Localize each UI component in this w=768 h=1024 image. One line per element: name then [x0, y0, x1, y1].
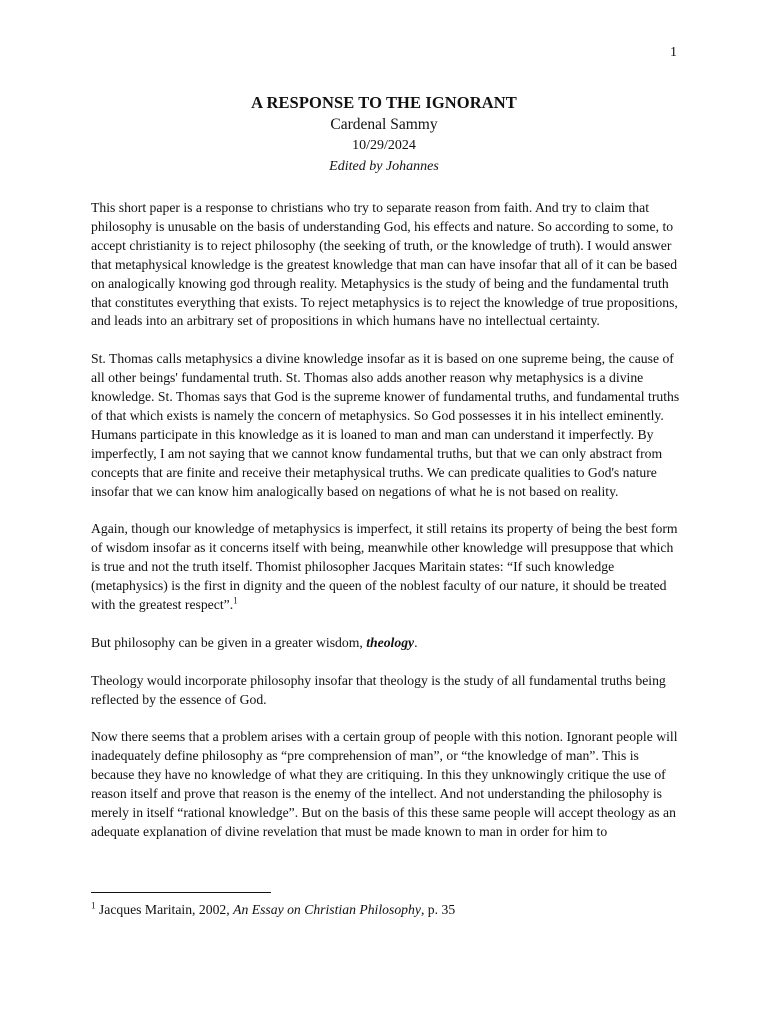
footnote-text: Jacques Maritain, 2002, [95, 902, 234, 917]
document-title: A RESPONSE TO THE IGNORANT [251, 93, 517, 112]
document-body [91, 199, 681, 861]
document-author: Cardenal Sammy [330, 116, 438, 133]
footnote-divider [91, 892, 271, 893]
paragraph-3 [91, 520, 681, 615]
paragraph-4-text: But philosophy can be given in a greater wisdom, [91, 634, 367, 650]
footnote-page: , p. 35 [420, 902, 456, 917]
paragraph-4 [91, 634, 681, 653]
paragraph-2: St. Thomas calls metaphysics a divine knowledge insofar as it is based on one supreme being, the cause of all other beings' fundamental truth. St. Thomas also adds another reason why metaphysics is a divine knowledge. St. Thomas says that God is the supreme knower of fundamental truths, and fundamental truths of that which exists is namely the concern of metaphysics. So God possesses it in his intellect eminently. Humans participate in this knowledge as it is loaned to man and man can understand it imperfectly. By imperfectly, I am not saying that we cannot know fundamental truths, but that we can only abstract from concepts that are finite and receive their metaphysical truths. We can predicate qualities to God's nature insofar that we can know him analogically based on negations of what he is not based on reality. [91, 351, 680, 499]
paragraph-6: Now there seems that a problem arises with a certain group of people with this notion. Ignorant people will inadequately define philosophy as “pre comprehension of man”, or “the knowledge of man”. This is because they have no knowledge of what they are critiquing. In this they unknowingly critique the use of reason itself and prove that reason is the enemy of the intellect. And not understanding the philosophy is merely in itself “rational knowledge”. But on the basis of this these same people will accept theology as an adequate explanation of divine revelation that must be made known to man in order for him to [91, 729, 678, 839]
paragraph-3-text: Again, though our knowledge of metaphysics is imperfect, it still retains its property of being the best form of wisdom insofar as it concerns itself with being, meanwhile other knowledge will presuppose that which is true and not the truth itself. Thomist philosopher Jacques Maritain states: “If such knowledge (metaphysics) is the first in dignity and the queen of the noblest faculty of our nature, it should be treated with the greatest respect”. [91, 521, 678, 612]
footnote-reference: 1 [233, 595, 238, 606]
document-header [0, 92, 768, 178]
paragraph-5: Theology would incorporate philosophy insofar that theology is the study of all fundamental truths being reflected by the essence of God. [91, 672, 666, 707]
document-editor: Edited by Johannes [329, 159, 439, 174]
page-number: 1 [670, 45, 677, 60]
paragraph-1: This short paper is a response to christians who try to separate reason from faith. And try to claim that philosophy is unusable on the basis of understanding God, his effects and nature. So according to some, to accept christianity is to reject philosophy (the seeking of truth, or the knowledge of truth). I would answer that metaphysical knowledge is the greatest knowledge that man can have insofar that all of it can be based on analogically knowing god through reality. Metaphysics is the study of being and the fundamental truth that constitutes everything that exists. To reject metaphysics is to reject the knowledge of true propositions, and leads into an arbitrary set of propositions in which humans have no intellectual certainty. [91, 200, 678, 329]
emphasis-theology: theology [366, 634, 415, 650]
footnote [91, 901, 455, 919]
document-date: 10/29/2024 [352, 138, 416, 153]
footnote-book-title: An Essay on Christian Philosophy [233, 902, 421, 917]
footnote-number: 1 [91, 900, 96, 911]
paragraph-4-end: . [414, 634, 418, 650]
